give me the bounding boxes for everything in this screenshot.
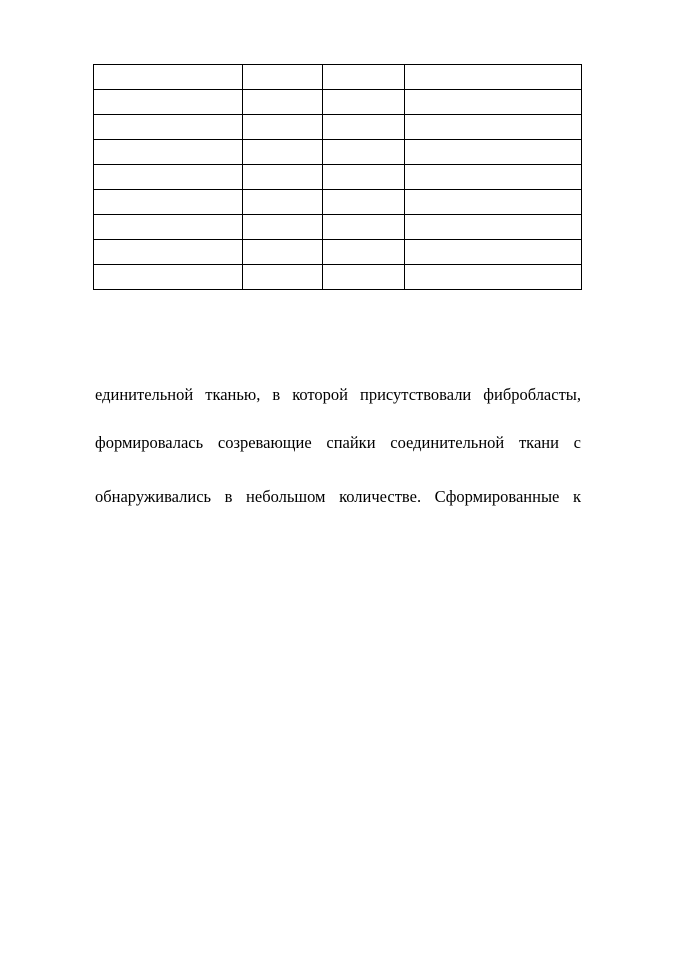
table-cell — [323, 265, 404, 290]
table-cell — [404, 140, 581, 165]
table-row — [94, 90, 582, 115]
table-cell — [94, 115, 243, 140]
table-cell — [243, 140, 323, 165]
table-cell — [243, 215, 323, 240]
table-cell — [404, 165, 581, 190]
table-cell — [243, 240, 323, 265]
table-cell — [404, 90, 581, 115]
table-body — [94, 65, 582, 290]
table-row — [94, 140, 582, 165]
table-cell — [404, 65, 581, 90]
table-cell — [243, 190, 323, 215]
table-row — [94, 215, 582, 240]
table-cell — [94, 190, 243, 215]
table-cell — [404, 215, 581, 240]
table-cell — [94, 90, 243, 115]
table-cell — [94, 165, 243, 190]
table-cell — [94, 240, 243, 265]
table-cell — [404, 265, 581, 290]
table-row — [94, 190, 582, 215]
table-cell — [323, 190, 404, 215]
table-cell — [323, 65, 404, 90]
table-cell — [243, 165, 323, 190]
table-row — [94, 165, 582, 190]
table-cell — [404, 190, 581, 215]
table-cell — [323, 165, 404, 190]
table-cell — [323, 140, 404, 165]
table-cell — [404, 240, 581, 265]
table-cell — [243, 115, 323, 140]
table-cell — [94, 265, 243, 290]
table-cell — [323, 90, 404, 115]
table-cell — [323, 240, 404, 265]
table-cell — [404, 115, 581, 140]
table-cell — [94, 140, 243, 165]
table-cell — [243, 90, 323, 115]
table-row — [94, 115, 582, 140]
table-cell — [94, 65, 243, 90]
empty-table — [93, 64, 582, 290]
table-cell — [323, 115, 404, 140]
table-cell — [323, 215, 404, 240]
table-row — [94, 65, 582, 90]
table-row — [94, 240, 582, 265]
table-cell — [243, 65, 323, 90]
paragraph-line-1: единительной тканью, в которой присутствовали фибробласты, — [95, 385, 581, 404]
table-cell — [94, 215, 243, 240]
table-cell — [243, 265, 323, 290]
paragraph-line-3: обнаруживались в небольшом количестве. Сформированные к — [95, 487, 581, 506]
table-row — [94, 265, 582, 290]
paragraph-line-2: формировалась созревающие спайки соединительной ткани с — [95, 433, 581, 452]
